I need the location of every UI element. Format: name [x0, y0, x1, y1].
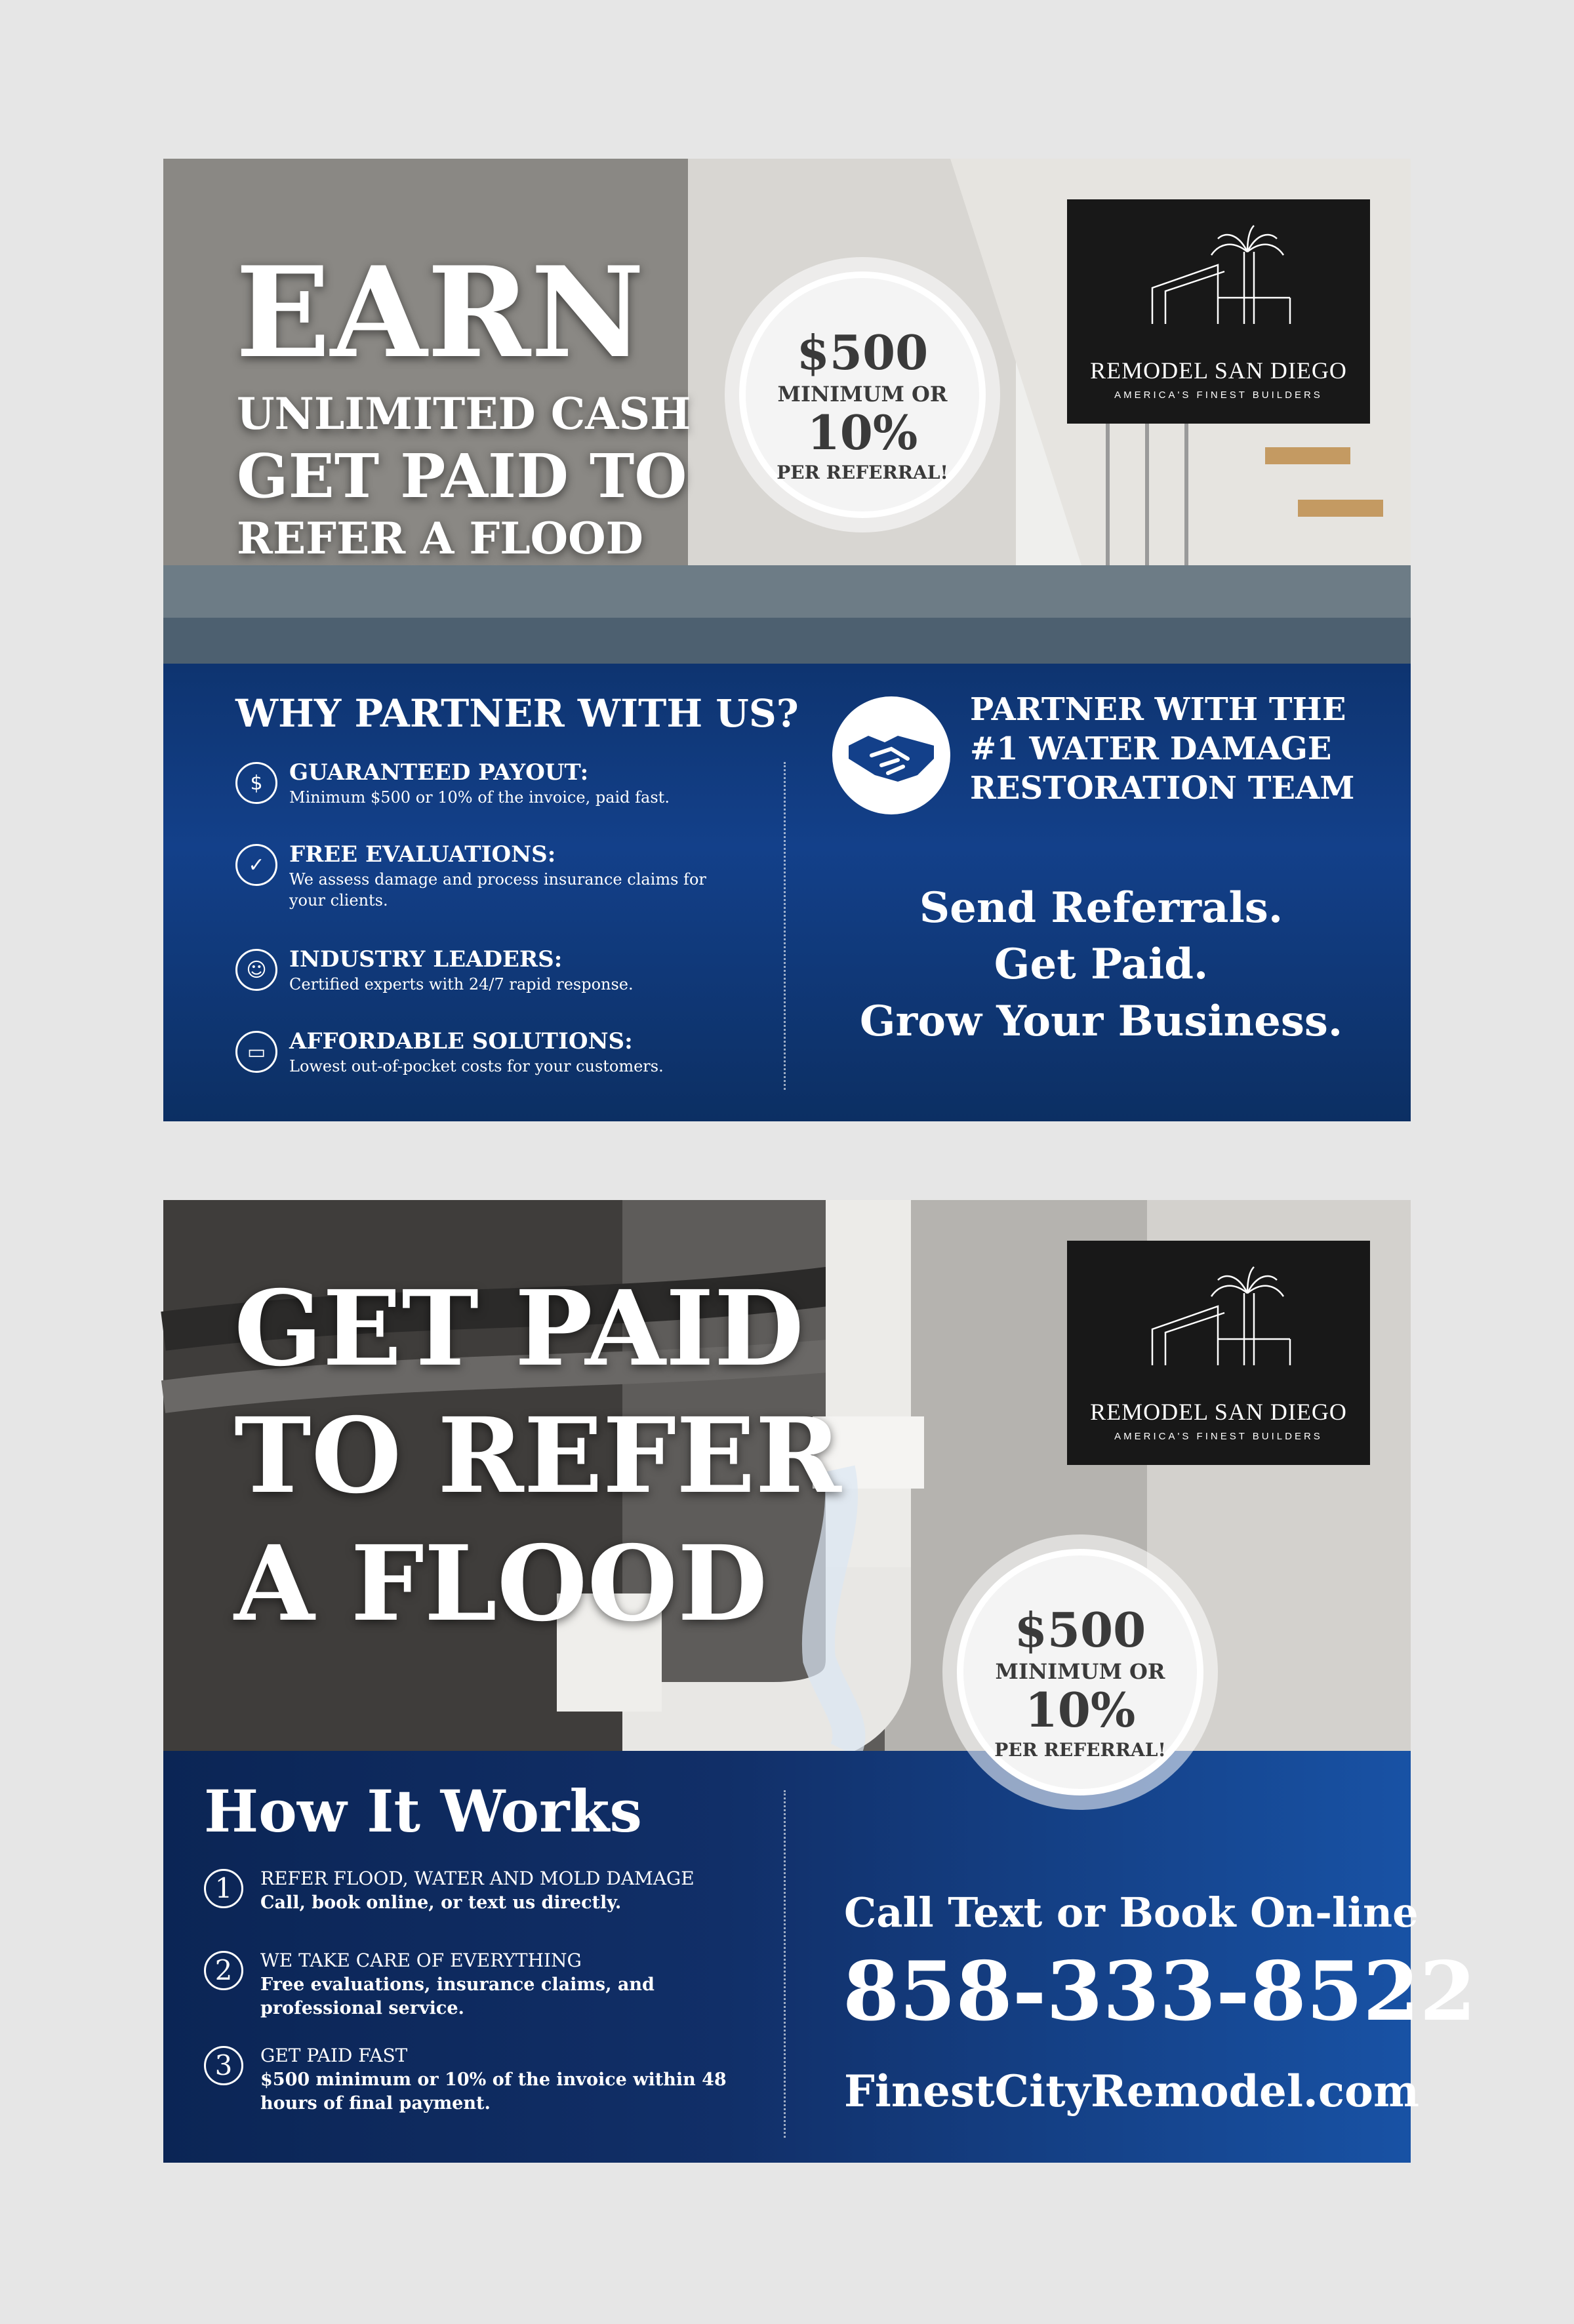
brand-logo	[1067, 1241, 1370, 1465]
wallet-icon: ▭	[235, 1031, 277, 1073]
benefit-desc: We assess damage and process insurance claims for your clients.	[289, 870, 706, 910]
palm-house-icon	[1146, 226, 1297, 344]
headline-get-paid: GET PAID TO	[237, 441, 687, 511]
column-divider	[784, 1790, 786, 2138]
brand-tagline: AMERICA'S FINEST BUILDERS	[1114, 390, 1323, 401]
step-title: REFER FLOOD, WATER AND MOLD DAMAGE	[260, 1868, 695, 1889]
badge-minimum: MINIMUM OR	[777, 382, 948, 407]
headline-line: TO REFER	[234, 1395, 841, 1517]
slogan	[819, 880, 1383, 1050]
referral-badge	[942, 1534, 1218, 1810]
team-icon: ☺	[235, 949, 277, 991]
column-divider	[784, 762, 786, 1090]
step-number: 2	[204, 1951, 243, 1990]
clipboard-icon: ✓	[235, 844, 277, 886]
slogan-line: Send Referrals.	[919, 883, 1283, 932]
step-desc: Call, book online, or text us directly.	[260, 1893, 622, 1913]
benefit-title: INDUSTRY LEADERS:	[289, 946, 563, 972]
cta-text: Call Text or Book On-line	[844, 1889, 1419, 1936]
headline-line: A FLOOD	[234, 1523, 768, 1645]
slogan-line: Get Paid.	[994, 940, 1209, 990]
benefit-title: FREE EVALUATIONS:	[289, 841, 556, 868]
headline-unlimited-cash: UNLIMITED CASH	[237, 388, 691, 439]
brand-name: REMODEL SAN DIEGO	[1090, 1399, 1347, 1425]
step-number: 3	[204, 2046, 243, 2085]
how-it-works-title: How It Works	[204, 1777, 642, 1845]
partner-line: PARTNER WITH THE	[970, 691, 1346, 728]
benefit-title: AFFORDABLE SOLUTIONS:	[289, 1028, 633, 1054]
brand-name: REMODEL SAN DIEGO	[1090, 357, 1347, 384]
postcard-front	[163, 159, 1411, 1121]
headline-earn: EARN	[235, 239, 645, 386]
badge-per-referral: PER REFERRAL!	[994, 1739, 1166, 1761]
referral-badge	[725, 257, 1000, 532]
badge-amount: $500	[796, 325, 929, 380]
benefit-desc: Minimum $500 or 10% of the invoice, paid fast.	[289, 788, 670, 807]
partner-line: RESTORATION TEAM	[970, 770, 1355, 807]
hand-coin-icon: $	[235, 762, 277, 804]
headline-refer-flood: REFER A FLOOD	[237, 513, 643, 564]
benefit-desc: Certified experts with 24/7 rapid response.	[289, 975, 634, 993]
palm-house-icon	[1146, 1267, 1297, 1385]
badge-per-referral: PER REFERRAL!	[777, 462, 948, 483]
postcard-back	[163, 1200, 1476, 2163]
partner-statement	[970, 690, 1354, 808]
benefit-title: GUARANTEED PAYOUT:	[289, 759, 589, 786]
step-desc: $500 minimum or 10% of the invoice within 48 hours of final payment.	[260, 2070, 727, 2114]
phone-number[interactable]: 858-333-8522	[843, 1944, 1476, 2039]
benefit-desc: Lowest out-of-pocket costs for your customers.	[289, 1057, 664, 1075]
step-number: 1	[204, 1869, 243, 1908]
step-title: GET PAID FAST	[260, 2045, 408, 2066]
brand-logo	[1067, 199, 1370, 424]
website-link[interactable]: FinestCityRemodel.com	[844, 2066, 1419, 2117]
step-title: WE TAKE CARE OF EVERYTHING	[260, 1950, 582, 1971]
why-partner-title: WHY PARTNER WITH US?	[235, 691, 799, 736]
badge-minimum: MINIMUM OR	[995, 1659, 1165, 1684]
badge-percent: 10%	[807, 405, 918, 460]
handshake-icon	[832, 696, 950, 814]
slogan-line: Grow Your Business.	[859, 996, 1343, 1046]
badge-percent: 10%	[1024, 1682, 1136, 1738]
partner-line: #1 WATER DAMAGE	[970, 731, 1332, 767]
brand-tagline: AMERICA'S FINEST BUILDERS	[1114, 1431, 1323, 1442]
headline	[234, 1266, 841, 1648]
headline-line: GET PAID	[234, 1268, 804, 1390]
badge-amount: $500	[1014, 1602, 1146, 1658]
step-desc: Free evaluations, insurance claims, and professional service.	[260, 1974, 655, 2019]
